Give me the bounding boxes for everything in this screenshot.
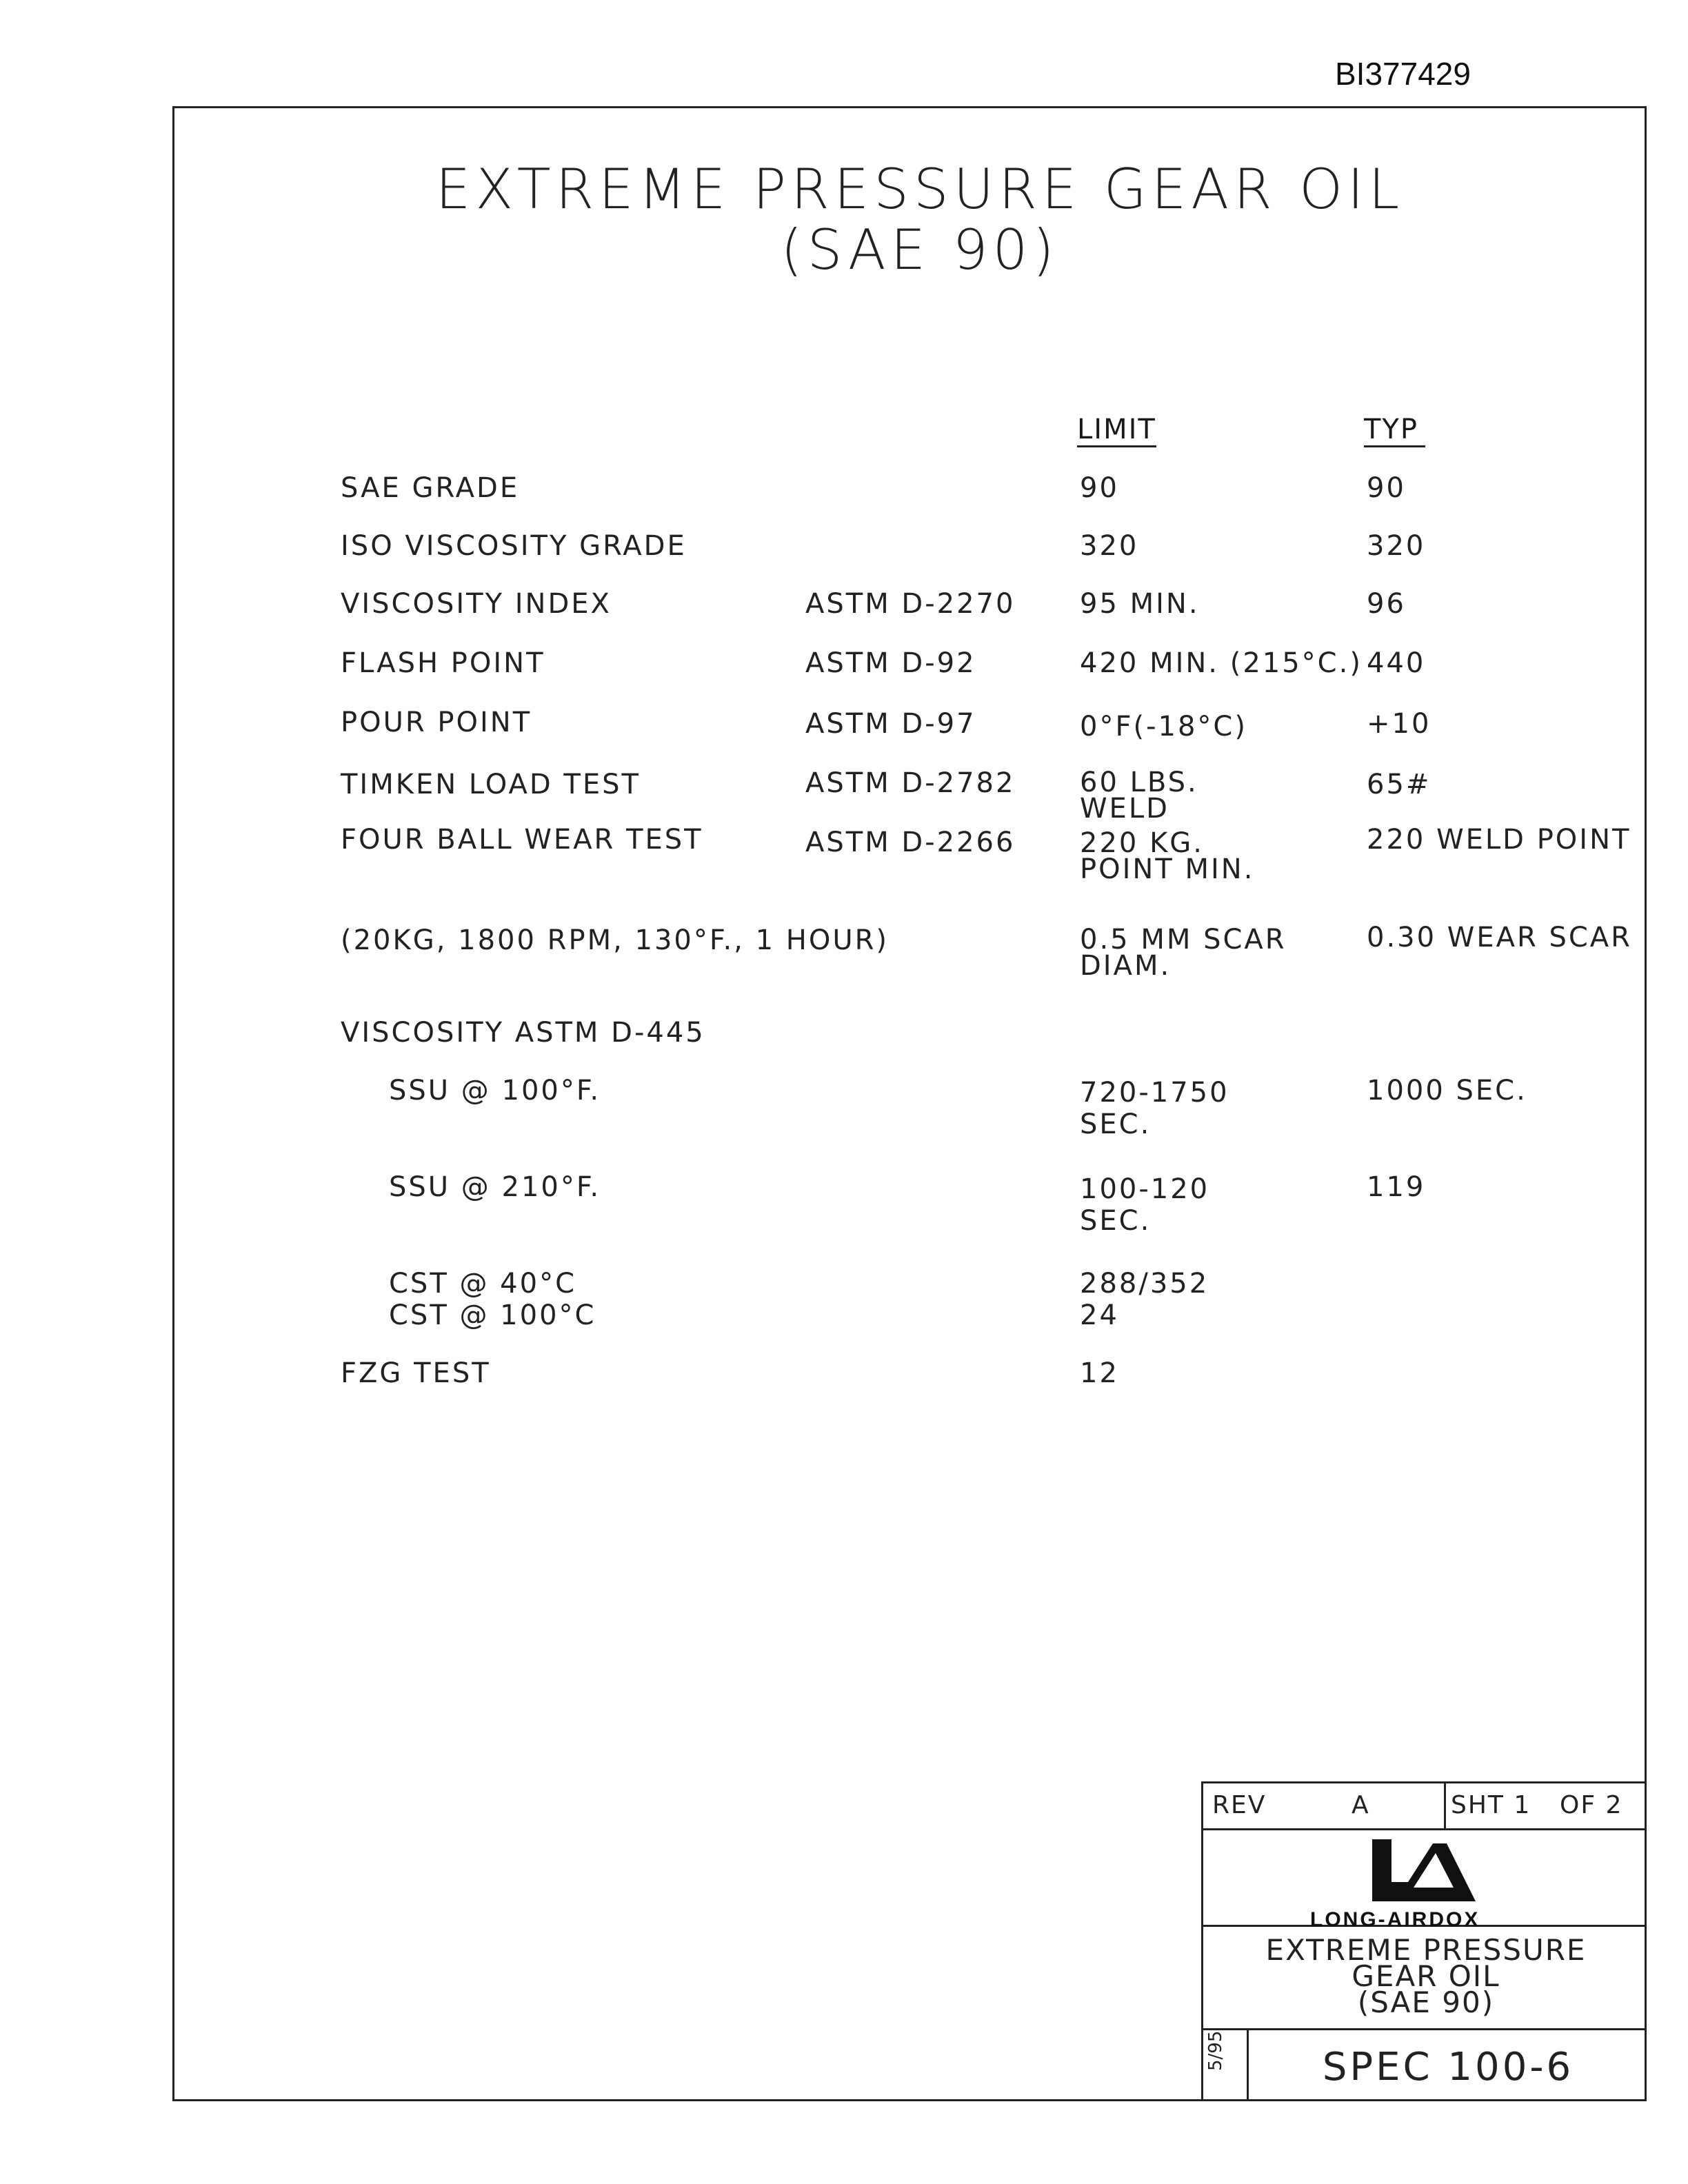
limit-value: 220 KG. POINT MIN.	[1080, 827, 1255, 885]
property-label: SSU @ 100°F.	[389, 1075, 601, 1106]
typ-value: 220 WELD POINT	[1367, 824, 1631, 856]
property-label: FLASH POINT	[341, 647, 545, 679]
typ-value: 90	[1367, 472, 1406, 504]
property-label: (20KG, 1800 RPM, 130°F., 1 HOUR)	[341, 924, 890, 956]
limit-value: 90	[1080, 472, 1119, 504]
title-block-title	[1204, 1933, 1648, 2019]
property-label: ISO VISCOSITY GRADE	[341, 530, 687, 562]
title-block-divider	[1444, 1781, 1446, 1830]
typ-value: 440	[1367, 647, 1426, 679]
title-block-border	[1201, 1781, 1647, 1783]
property-label: SSU @ 210°F.	[389, 1171, 601, 1203]
typ-value: 65#	[1367, 769, 1431, 800]
document-id: BI377429	[1335, 56, 1471, 92]
property-label: FZG TEST	[341, 1357, 491, 1389]
limit-value: 95 MIN.	[1080, 588, 1200, 620]
test-method: ASTM D-92	[805, 647, 976, 679]
property-label: VISCOSITY INDEX	[341, 588, 612, 620]
test-method: ASTM D-97	[805, 708, 976, 740]
limit-value: 24	[1080, 1300, 1119, 1331]
typ-value: 119	[1367, 1171, 1426, 1203]
section-label: VISCOSITY ASTM D-445	[341, 1017, 705, 1049]
date-code: 5/95	[1205, 2030, 1226, 2071]
title-block-divider	[1201, 2028, 1647, 2030]
typ-column-header: TYP	[1364, 414, 1425, 447]
typ-value: 320	[1367, 530, 1426, 562]
limit-value: 60 LBS. WELD	[1080, 767, 1198, 825]
test-method: ASTM D-2266	[805, 827, 1016, 858]
limit-value: 12	[1080, 1357, 1119, 1389]
test-method: ASTM D-2782	[805, 767, 1016, 799]
property-label: TIMKEN LOAD TEST	[341, 769, 641, 800]
limit-column-header: LIMIT	[1077, 414, 1156, 447]
company-name: LONG-AIRDOX	[1310, 1908, 1480, 1931]
limit-value: 288/352	[1080, 1268, 1209, 1300]
long-airdox-logo-icon	[1372, 1839, 1476, 1905]
limit-value: 100-120 SEC.	[1080, 1173, 1210, 1237]
title-block-line: EXTREME PRESSURE	[1265, 1933, 1587, 1967]
sheet-number: SHT 1	[1451, 1791, 1531, 1819]
title-block-divider	[1201, 1828, 1647, 1830]
page-title: EXTREME PRESSURE GEAR OIL	[435, 157, 1405, 221]
limit-value: 420 MIN. (215°C.)	[1080, 647, 1363, 679]
page-subtitle: (SAE 90)	[781, 218, 1059, 282]
property-label: POUR POINT	[341, 707, 532, 738]
property-label: CST @ 40°C	[389, 1268, 577, 1300]
property-label: CST @ 100°C	[389, 1300, 596, 1331]
sheet-total: OF 2	[1560, 1791, 1623, 1819]
test-method: ASTM D-2270	[805, 588, 1016, 620]
property-label: SAE GRADE	[341, 472, 520, 504]
typ-value: 0.30 WEAR SCAR	[1367, 922, 1632, 953]
rev-label: REV	[1212, 1791, 1267, 1819]
title-block-line: GEAR OIL	[1352, 1959, 1500, 1993]
limit-value: 320	[1080, 530, 1139, 562]
title-block-line: (SAE 90)	[1357, 1985, 1495, 2019]
typ-value: 1000 SEC.	[1367, 1075, 1527, 1106]
rev-value: A	[1352, 1791, 1370, 1819]
typ-value: 96	[1367, 588, 1406, 620]
property-label: FOUR BALL WEAR TEST	[341, 824, 703, 856]
limit-value: 0.5 MM SCAR DIAM.	[1080, 924, 1287, 982]
spec-number: SPEC 100-6	[1322, 2045, 1574, 2090]
limit-value: 720-1750 SEC.	[1080, 1077, 1229, 1140]
limit-value: 0°F(-18°C)	[1080, 711, 1247, 742]
typ-value: +10	[1367, 708, 1431, 740]
